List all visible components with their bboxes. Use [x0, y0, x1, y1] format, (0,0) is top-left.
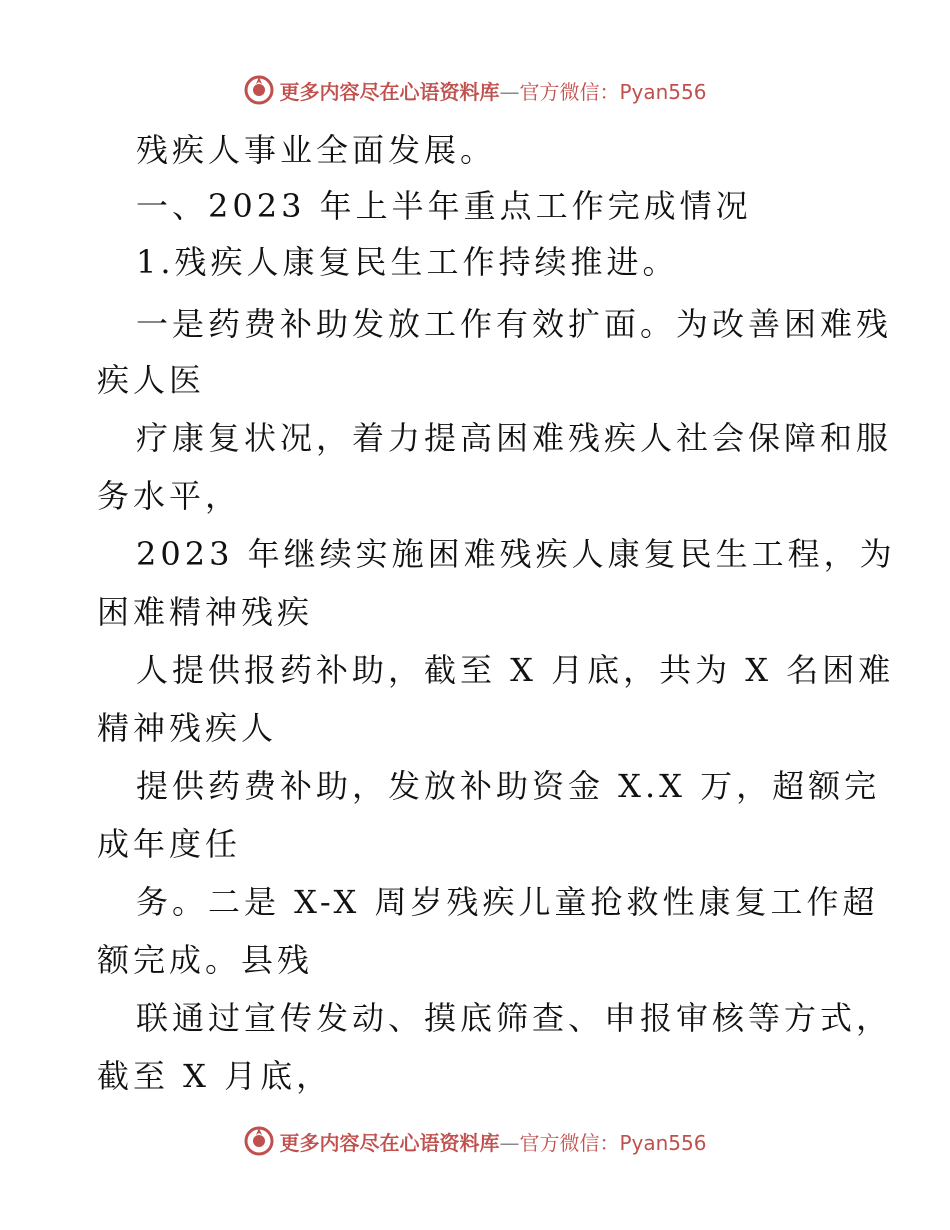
body-line: 成年度任: [97, 825, 242, 863]
footer-watermark-main: 更多内容尽在心语资料库: [279, 1130, 500, 1155]
brand-logo-icon: [243, 1125, 275, 1157]
body-line: 一是药费补助发放工作有效扩面。为改善困难残: [136, 305, 893, 343]
body-line: 截至 X 月底，: [97, 1057, 333, 1095]
brand-logo-icon: [243, 74, 275, 106]
footer-watermark-contact: 官方微信：Pyan556: [519, 1130, 707, 1155]
body-line: 疾人医: [97, 361, 206, 399]
body-line: 2023 年继续实施困难残疾人康复民生工程，为: [136, 535, 896, 573]
footer-watermark-separator: —: [499, 1130, 520, 1155]
body-line: 一、2023 年上半年重点工作完成情况: [136, 187, 752, 225]
body-line: 精神残疾人: [97, 709, 278, 747]
body-line: 残疾人事业全面发展。: [136, 131, 497, 169]
header-watermark-main: 更多内容尽在心语资料库: [279, 79, 500, 104]
body-line: 疗康复状况，着力提高困难残疾人社会保障和服: [136, 419, 893, 457]
body-line: 联通过宣传发动、摸底筛查、申报审核等方式，: [136, 999, 893, 1037]
body-line: 务。二是 X-X 周岁残疾儿童抢救性康复工作超: [136, 883, 879, 921]
header-watermark-text: [279, 76, 706, 105]
body-line: 困难精神残疾: [97, 593, 314, 631]
header-watermark-separator: —: [499, 79, 520, 104]
body-line: 务水平，: [97, 477, 242, 515]
body-line: 额完成。县残: [97, 941, 314, 979]
footer-watermark-text: [279, 1127, 706, 1156]
body-line: 提供药费补助，发放补助资金 X.X 万，超额完: [136, 767, 881, 805]
header-watermark-contact: 官方微信：Pyan556: [519, 79, 707, 104]
header-watermark: [0, 70, 950, 110]
footer-watermark: [0, 1121, 950, 1161]
body-line: 人提供报药补助，截至 X 月底，共为 X 名困难: [136, 651, 895, 689]
body-line: 1.残疾人康复民生工作持续推进。: [136, 243, 679, 281]
